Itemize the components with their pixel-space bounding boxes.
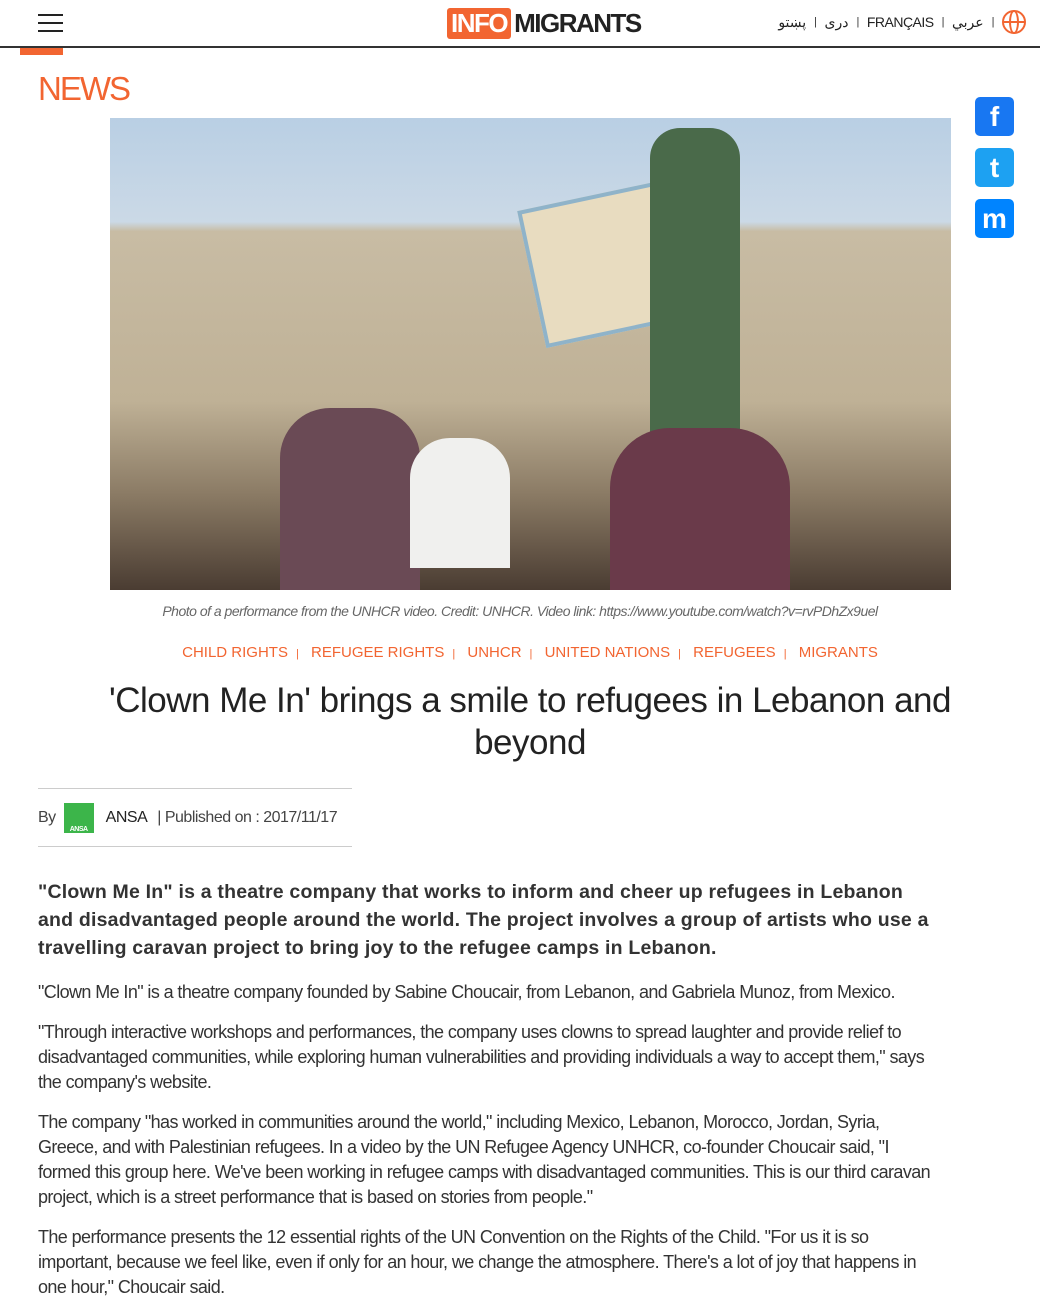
twitter-glyph: t [989, 151, 1000, 183]
tag-link[interactable]: REFUGEES [693, 644, 776, 661]
photo-performer-clown [280, 408, 420, 590]
article-photo [110, 118, 951, 590]
byline [38, 788, 352, 847]
tag-link[interactable]: MIGRANTS [798, 644, 878, 661]
logo-info: INFO [447, 8, 511, 39]
photo-water-tank [410, 438, 510, 568]
ansa-logo[interactable] [64, 803, 94, 833]
lang-pashto[interactable]: پښتو [778, 13, 807, 30]
photo-caption: Photo of a performance from the UNHCR video. Credit: UNHCR. Video link: https://www.youtube.com/watch?v=rvPDhZx9uel [162, 603, 878, 619]
article-paragraph: "Clown Me In" is a theatre company founded by Sabine Choucair, from Lebanon, and Gabriela Munoz, from Mexico. [38, 982, 895, 1002]
facebook-share-icon[interactable] [975, 97, 1014, 136]
tag-link[interactable]: UNHCR [467, 644, 522, 661]
tag-link[interactable]: UNITED NATIONS [544, 644, 671, 661]
article-paragraph: "Through interactive workshops and performances, the company uses clowns to spread laughter and provide relief to disadvantaged communities, while exploring human vulnerabilities and providing individuals a way to accept them," says the company's website. [38, 1022, 925, 1092]
messenger-share-icon[interactable] [975, 199, 1014, 238]
hamburger-menu-icon[interactable] [38, 14, 63, 32]
site-header [0, 0, 1040, 48]
published-date: | Published on : 2017/11/17 [157, 808, 338, 826]
tag-link[interactable]: CHILD RIGHTS [182, 644, 288, 661]
ansa-logo-text: ANSA [69, 825, 88, 833]
article-paragraph: The performance presents the 12 essential rights of the UN Convention on the Rights of the Child. "For us it is so important, because we feel like, even if only for an hour, we change the atmosphere. There's a lot of joy that happens in one hour," Choucair said. [38, 1227, 917, 1297]
author-name[interactable]: ANSA [105, 808, 148, 826]
section-label: NEWS [38, 70, 129, 107]
site-logo[interactable] [447, 8, 641, 39]
article-lead: "Clown Me In" is a theatre company that works to inform and cheer up refugees in Lebanon and disadvantaged people around the world. The project involves a group of artists who use a travelling caravan project to bring joy to the refugee camps in Lebanon. [38, 881, 929, 959]
photo-performers-sitting [610, 428, 790, 590]
article-title: 'Clown Me In' brings a smile to refugees in Lebanon and beyond [109, 681, 951, 762]
lang-dari[interactable]: دری [824, 13, 849, 30]
globe-icon[interactable] [1002, 10, 1026, 34]
language-switcher: پښتو | دری | FRANÇAIS | عربي | [778, 10, 1026, 34]
lang-french[interactable]: FRANÇAIS [866, 14, 934, 30]
facebook-glyph: f [989, 100, 1000, 132]
twitter-share-icon[interactable] [975, 148, 1014, 187]
tag-link[interactable]: REFUGEE RIGHTS [310, 644, 445, 661]
by-label: By [38, 808, 56, 826]
article-body [38, 878, 938, 1315]
active-tab-indicator [20, 48, 63, 55]
article-paragraph: The company "has worked in communities around the world," including Mexico, Lebanon, Morocco, Jordan, Syria, Greece, and with Palestinian refugees. In a video by the UN Refugee Agency UNHCR, co-founder Choucair said, "I formed this group here. We've been working in refugee camps with disadvantaged communities. This is our third caravan project, which is a street performance that is based on stories from people." [38, 1112, 931, 1207]
tag-list: CHILD RIGHTS | REFUGEE RIGHTS | UNHCR | UNITED NATIONS | REFUGEES | MIGRANTS [182, 644, 878, 661]
messenger-glyph: m [982, 202, 1007, 234]
lang-arabic[interactable]: عربي [951, 13, 984, 30]
logo-migrants: MIGRANTS [514, 8, 641, 38]
